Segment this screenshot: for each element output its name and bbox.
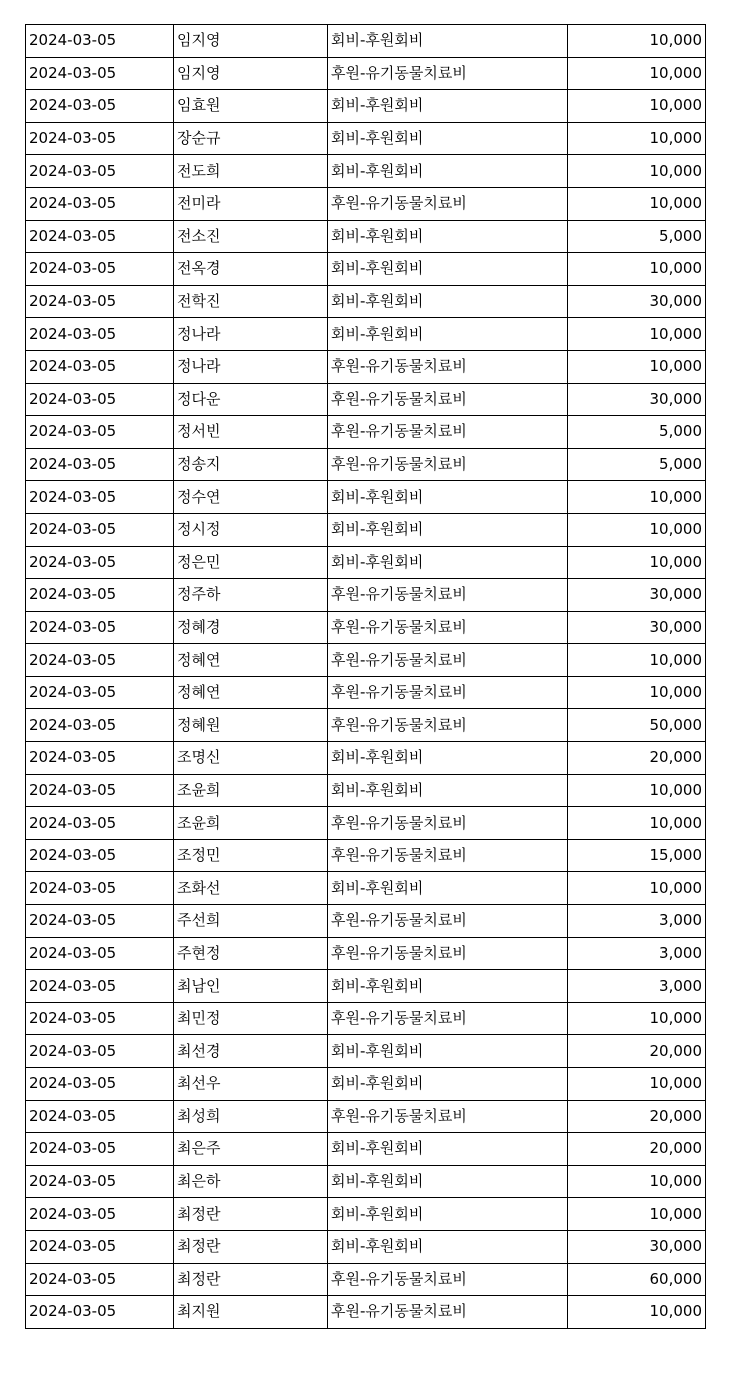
table-row: [26, 546, 706, 579]
date-cell: 2024-03-05: [26, 318, 174, 351]
donor-name-cell: 전도희: [174, 155, 328, 188]
table-row: [26, 57, 706, 90]
donor-name-cell: 주선희: [174, 905, 328, 938]
table-row: [26, 1263, 706, 1296]
amount-cell: 3,000: [568, 905, 706, 938]
table-row: [26, 709, 706, 742]
category-cell: 회비-후원회비: [328, 872, 568, 905]
table-row: [26, 25, 706, 58]
date-cell: 2024-03-05: [26, 187, 174, 220]
table-row: [26, 1230, 706, 1263]
amount-cell: 10,000: [568, 807, 706, 840]
category-cell: 회비-후원회비: [328, 1165, 568, 1198]
table-row: [26, 774, 706, 807]
category-cell: 회비-후원회비: [328, 546, 568, 579]
date-cell: 2024-03-05: [26, 1100, 174, 1133]
category-cell: 후원-유기동물치료비: [328, 611, 568, 644]
category-cell: 후원-유기동물치료비: [328, 807, 568, 840]
table-row: [26, 1133, 706, 1166]
amount-cell: 10,000: [568, 676, 706, 709]
donor-name-cell: 조윤희: [174, 807, 328, 840]
category-cell: 후원-유기동물치료비: [328, 57, 568, 90]
category-cell: 회비-후원회비: [328, 25, 568, 58]
amount-cell: 5,000: [568, 220, 706, 253]
date-cell: 2024-03-05: [26, 1296, 174, 1329]
amount-cell: 30,000: [568, 285, 706, 318]
date-cell: 2024-03-05: [26, 611, 174, 644]
category-cell: 후원-유기동물치료비: [328, 350, 568, 383]
category-cell: 회비-후원회비: [328, 1035, 568, 1068]
category-cell: 회비-후원회비: [328, 155, 568, 188]
amount-cell: 20,000: [568, 1035, 706, 1068]
table-row: [26, 1198, 706, 1231]
amount-cell: 30,000: [568, 611, 706, 644]
donor-name-cell: 정주하: [174, 579, 328, 612]
amount-cell: 5,000: [568, 416, 706, 449]
date-cell: 2024-03-05: [26, 579, 174, 612]
table-row: [26, 253, 706, 286]
date-cell: 2024-03-05: [26, 1230, 174, 1263]
table-row: [26, 90, 706, 123]
table-row: [26, 676, 706, 709]
donor-name-cell: 정혜연: [174, 676, 328, 709]
donor-name-cell: 임지영: [174, 25, 328, 58]
table-row: [26, 1068, 706, 1101]
donor-name-cell: 정은민: [174, 546, 328, 579]
category-cell: 회비-후원회비: [328, 90, 568, 123]
date-cell: 2024-03-05: [26, 448, 174, 481]
category-cell: 회비-후원회비: [328, 122, 568, 155]
table-row: [26, 1035, 706, 1068]
date-cell: 2024-03-05: [26, 742, 174, 775]
table-row: [26, 285, 706, 318]
table-row: [26, 350, 706, 383]
amount-cell: 20,000: [568, 1133, 706, 1166]
table-row: [26, 448, 706, 481]
donor-name-cell: 최은주: [174, 1133, 328, 1166]
date-cell: 2024-03-05: [26, 644, 174, 677]
amount-cell: 10,000: [568, 122, 706, 155]
date-cell: 2024-03-05: [26, 90, 174, 123]
date-cell: 2024-03-05: [26, 220, 174, 253]
category-cell: 회비-후원회비: [328, 318, 568, 351]
category-cell: 후원-유기동물치료비: [328, 1263, 568, 1296]
amount-cell: 15,000: [568, 839, 706, 872]
donor-name-cell: 최은하: [174, 1165, 328, 1198]
table-row: [26, 742, 706, 775]
date-cell: 2024-03-05: [26, 481, 174, 514]
donor-name-cell: 정수연: [174, 481, 328, 514]
date-cell: 2024-03-05: [26, 1133, 174, 1166]
category-cell: 회비-후원회비: [328, 1133, 568, 1166]
donor-name-cell: 조윤희: [174, 774, 328, 807]
table-row: [26, 416, 706, 449]
date-cell: 2024-03-05: [26, 905, 174, 938]
category-cell: 후원-유기동물치료비: [328, 1002, 568, 1035]
category-cell: 후원-유기동물치료비: [328, 905, 568, 938]
category-cell: 회비-후원회비: [328, 1230, 568, 1263]
category-cell: 후원-유기동물치료비: [328, 644, 568, 677]
category-cell: 후원-유기동물치료비: [328, 839, 568, 872]
category-cell: 후원-유기동물치료비: [328, 676, 568, 709]
table-row: [26, 872, 706, 905]
amount-cell: 20,000: [568, 742, 706, 775]
amount-cell: 10,000: [568, 1068, 706, 1101]
amount-cell: 3,000: [568, 970, 706, 1003]
category-cell: 후원-유기동물치료비: [328, 416, 568, 449]
date-cell: 2024-03-05: [26, 513, 174, 546]
amount-cell: 60,000: [568, 1263, 706, 1296]
table-row: [26, 937, 706, 970]
donor-name-cell: 정혜연: [174, 644, 328, 677]
table-row: [26, 383, 706, 416]
category-cell: 회비-후원회비: [328, 285, 568, 318]
donor-name-cell: 정나라: [174, 318, 328, 351]
donor-name-cell: 정서빈: [174, 416, 328, 449]
amount-cell: 30,000: [568, 383, 706, 416]
amount-cell: 3,000: [568, 937, 706, 970]
donor-name-cell: 조명신: [174, 742, 328, 775]
date-cell: 2024-03-05: [26, 155, 174, 188]
category-cell: 후원-유기동물치료비: [328, 579, 568, 612]
donor-name-cell: 정혜경: [174, 611, 328, 644]
table-row: [26, 1100, 706, 1133]
category-cell: 후원-유기동물치료비: [328, 383, 568, 416]
date-cell: 2024-03-05: [26, 285, 174, 318]
table-row: [26, 481, 706, 514]
amount-cell: 10,000: [568, 872, 706, 905]
amount-cell: 10,000: [568, 350, 706, 383]
date-cell: 2024-03-05: [26, 774, 174, 807]
donor-name-cell: 임지영: [174, 57, 328, 90]
donor-name-cell: 정송지: [174, 448, 328, 481]
table-row: [26, 155, 706, 188]
amount-cell: 10,000: [568, 1296, 706, 1329]
amount-cell: 10,000: [568, 187, 706, 220]
category-cell: 회비-후원회비: [328, 774, 568, 807]
donor-name-cell: 최지원: [174, 1296, 328, 1329]
amount-cell: 10,000: [568, 1165, 706, 1198]
category-cell: 후원-유기동물치료비: [328, 1296, 568, 1329]
table-row: [26, 187, 706, 220]
donor-name-cell: 최민정: [174, 1002, 328, 1035]
date-cell: 2024-03-05: [26, 1198, 174, 1231]
table-row: [26, 1296, 706, 1329]
donor-name-cell: 최정란: [174, 1263, 328, 1296]
date-cell: 2024-03-05: [26, 416, 174, 449]
table-row: [26, 905, 706, 938]
table-row: [26, 122, 706, 155]
amount-cell: 30,000: [568, 1230, 706, 1263]
amount-cell: 10,000: [568, 57, 706, 90]
donor-name-cell: 전학진: [174, 285, 328, 318]
donation-ledger-table: [25, 24, 706, 1329]
category-cell: 회비-후원회비: [328, 481, 568, 514]
donor-name-cell: 정시정: [174, 513, 328, 546]
donor-name-cell: 최성희: [174, 1100, 328, 1133]
table-row: [26, 807, 706, 840]
amount-cell: 10,000: [568, 1002, 706, 1035]
donor-name-cell: 최선우: [174, 1068, 328, 1101]
ledger-body: [26, 25, 706, 1329]
donor-name-cell: 최선경: [174, 1035, 328, 1068]
date-cell: 2024-03-05: [26, 937, 174, 970]
table-row: [26, 1002, 706, 1035]
date-cell: 2024-03-05: [26, 839, 174, 872]
category-cell: 회비-후원회비: [328, 1068, 568, 1101]
donor-name-cell: 최정란: [174, 1230, 328, 1263]
category-cell: 회비-후원회비: [328, 220, 568, 253]
donor-name-cell: 전소진: [174, 220, 328, 253]
date-cell: 2024-03-05: [26, 1068, 174, 1101]
category-cell: 후원-유기동물치료비: [328, 448, 568, 481]
amount-cell: 10,000: [568, 546, 706, 579]
category-cell: 후원-유기동물치료비: [328, 937, 568, 970]
donor-name-cell: 최남인: [174, 970, 328, 1003]
donor-name-cell: 정다운: [174, 383, 328, 416]
date-cell: 2024-03-05: [26, 253, 174, 286]
amount-cell: 10,000: [568, 155, 706, 188]
amount-cell: 10,000: [568, 481, 706, 514]
amount-cell: 10,000: [568, 513, 706, 546]
date-cell: 2024-03-05: [26, 383, 174, 416]
date-cell: 2024-03-05: [26, 546, 174, 579]
date-cell: 2024-03-05: [26, 1165, 174, 1198]
category-cell: 회비-후원회비: [328, 970, 568, 1003]
donor-name-cell: 조정민: [174, 839, 328, 872]
date-cell: 2024-03-05: [26, 1002, 174, 1035]
date-cell: 2024-03-05: [26, 25, 174, 58]
donor-name-cell: 최정란: [174, 1198, 328, 1231]
category-cell: 회비-후원회비: [328, 742, 568, 775]
amount-cell: 10,000: [568, 1198, 706, 1231]
donor-name-cell: 전미라: [174, 187, 328, 220]
category-cell: 후원-유기동물치료비: [328, 709, 568, 742]
donor-name-cell: 장순규: [174, 122, 328, 155]
table-row: [26, 513, 706, 546]
date-cell: 2024-03-05: [26, 709, 174, 742]
date-cell: 2024-03-05: [26, 872, 174, 905]
category-cell: 후원-유기동물치료비: [328, 1100, 568, 1133]
donor-name-cell: 주현정: [174, 937, 328, 970]
amount-cell: 50,000: [568, 709, 706, 742]
amount-cell: 10,000: [568, 90, 706, 123]
amount-cell: 10,000: [568, 644, 706, 677]
date-cell: 2024-03-05: [26, 807, 174, 840]
amount-cell: 10,000: [568, 318, 706, 351]
category-cell: 회비-후원회비: [328, 1198, 568, 1231]
donor-name-cell: 정혜원: [174, 709, 328, 742]
amount-cell: 30,000: [568, 579, 706, 612]
table-row: [26, 318, 706, 351]
donor-name-cell: 전옥경: [174, 253, 328, 286]
amount-cell: 5,000: [568, 448, 706, 481]
table-row: [26, 579, 706, 612]
donor-name-cell: 정나라: [174, 350, 328, 383]
table-row: [26, 644, 706, 677]
donor-name-cell: 조화선: [174, 872, 328, 905]
category-cell: 후원-유기동물치료비: [328, 187, 568, 220]
amount-cell: 10,000: [568, 253, 706, 286]
donor-name-cell: 임효원: [174, 90, 328, 123]
category-cell: 회비-후원회비: [328, 253, 568, 286]
amount-cell: 10,000: [568, 774, 706, 807]
date-cell: 2024-03-05: [26, 350, 174, 383]
date-cell: 2024-03-05: [26, 122, 174, 155]
amount-cell: 10,000: [568, 25, 706, 58]
date-cell: 2024-03-05: [26, 57, 174, 90]
table-row: [26, 220, 706, 253]
category-cell: 회비-후원회비: [328, 513, 568, 546]
amount-cell: 20,000: [568, 1100, 706, 1133]
table-row: [26, 970, 706, 1003]
table-row: [26, 1165, 706, 1198]
date-cell: 2024-03-05: [26, 1263, 174, 1296]
table-row: [26, 611, 706, 644]
date-cell: 2024-03-05: [26, 970, 174, 1003]
date-cell: 2024-03-05: [26, 676, 174, 709]
table-row: [26, 839, 706, 872]
date-cell: 2024-03-05: [26, 1035, 174, 1068]
